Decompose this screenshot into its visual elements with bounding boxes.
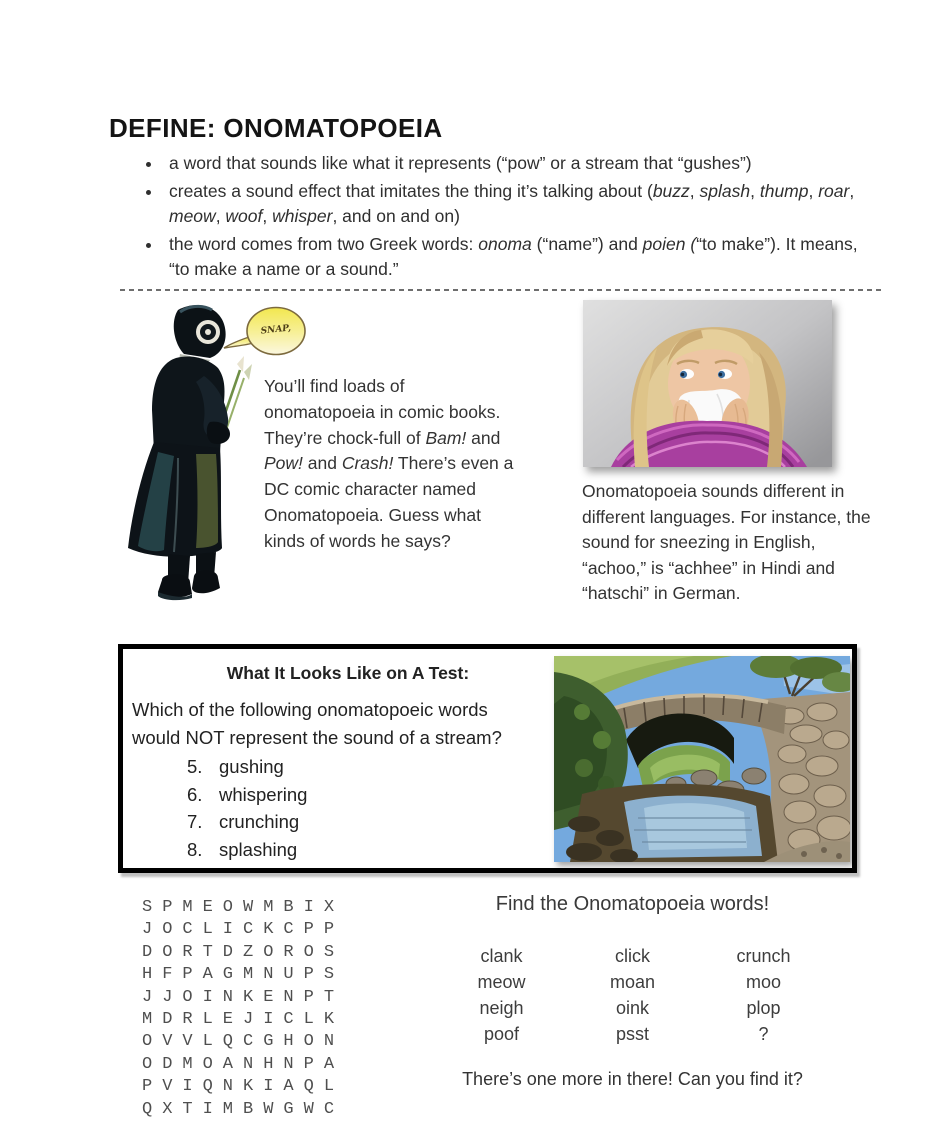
italic-text: buzz: [652, 180, 690, 201]
text-segment: ,: [808, 180, 819, 201]
text-segment: “to make”). It means, “to make a name or a sound.”: [169, 233, 858, 279]
definition-bullet: [163, 232, 877, 283]
find-word: clank: [480, 946, 523, 966]
find-word: click: [615, 946, 650, 966]
italic-text: woof: [225, 206, 263, 226]
test-option-number: 5.: [187, 756, 203, 777]
languages-paragraph: Onomatopoeia sounds different in different languages. For instance, the sound for sneezing in English, “achoo,” is “achhee” in Hindi and “hatschi” in German.: [582, 481, 871, 603]
test-option: [187, 808, 307, 836]
text-segment: ,: [215, 206, 226, 226]
find-word: moan: [609, 972, 656, 992]
bubble-text: SNAP,: [260, 323, 292, 337]
sneezing-girl-photo: [583, 300, 832, 467]
find-word: meow: [477, 972, 526, 992]
test-question: [132, 696, 502, 752]
find-words-column: [567, 943, 698, 1047]
find-words-column: [698, 943, 829, 1047]
word-search-row: JOCLICKCPP: [142, 920, 345, 940]
italic-text: thump: [759, 180, 809, 201]
word-search-row: SPMEOWMBIX: [142, 898, 345, 917]
speech-bubble: [222, 306, 308, 361]
word-search-row: HFPAGMNUPS: [142, 965, 345, 985]
find-word: plop: [746, 998, 781, 1018]
find-word: oink: [615, 998, 650, 1018]
italic-text: (: [685, 233, 697, 254]
test-option-number: 7.: [187, 811, 203, 832]
find-words-section: [436, 893, 829, 1090]
test-option-number: 6.: [187, 783, 203, 805]
test-option-label: splashing: [219, 838, 298, 860]
definition-bullet: [163, 179, 877, 230]
test-box-heading: What It Looks Like on A Test:: [226, 663, 470, 683]
italic-text: Bam!: [425, 427, 467, 448]
find-words-heading: Find the Onomatopoeia words!: [495, 893, 770, 915]
stone-bridge-stream-photo: [554, 656, 850, 862]
text-segment: and: [466, 427, 501, 448]
italic-text: splash: [699, 180, 751, 201]
dashed-divider: [120, 289, 883, 291]
test-option: [187, 836, 307, 864]
text-segment: a word that sounds like what it represents (“pow” or a stream that “gushes”): [169, 153, 752, 173]
find-word: ?: [758, 1024, 769, 1044]
comic-paragraph: [264, 374, 516, 555]
find-words-columns: [436, 943, 829, 1047]
text-segment: creates a sound effect that imitates the thing it’s talking about (: [169, 180, 653, 201]
word-search-row: PVIQNKIAQL: [142, 1077, 345, 1097]
page-title: DEFINE: ONOMATOPOEIA: [109, 113, 443, 143]
test-option-number: 8.: [187, 838, 203, 860]
word-search-row: MDRLEJICLK: [142, 1010, 345, 1030]
italic-text: onoma: [478, 233, 532, 254]
find-word: neigh: [479, 998, 524, 1018]
test-options-list: [187, 753, 307, 863]
gas-mask-head: [174, 305, 226, 358]
text-segment: and: [302, 453, 342, 474]
text-segment: There’s even a DC comic character named Onomatopoeia. Guess what kinds of words he says?: [264, 453, 514, 551]
text-segment: the word comes from two Greek words:: [169, 233, 479, 254]
text-segment: ,: [750, 180, 760, 201]
word-search-row: QXTIMBWGWC: [142, 1099, 345, 1119]
test-question-line: would NOT represent the sound of a stream?: [132, 727, 502, 748]
word-search-row: DORTDZOROS: [142, 942, 345, 962]
find-word: psst: [615, 1024, 649, 1044]
find-words-footer: There’s one more in there! Can you find it?: [462, 1069, 803, 1089]
word-search-row: OVVLQCGHON: [142, 1032, 345, 1052]
test-option-label: gushing: [219, 756, 284, 777]
find-words-column: [436, 943, 567, 1047]
text-segment: ,: [849, 180, 855, 201]
test-option: [187, 753, 307, 781]
italic-text: whisper: [272, 206, 333, 226]
definition-list: [137, 151, 877, 285]
italic-text: poien: [642, 233, 686, 254]
boot: [192, 570, 220, 593]
definition-bullet: [163, 151, 877, 177]
italic-text: Crash!: [341, 453, 394, 474]
test-example-box: [118, 644, 857, 873]
word-search-grid: [142, 897, 344, 1121]
text-segment: ,: [262, 206, 273, 226]
text-segment: ,: [689, 180, 700, 201]
find-word: moo: [745, 972, 781, 992]
test-question-line: Which of the following onomatopoeic words: [132, 699, 488, 720]
test-option-label: whispering: [219, 783, 308, 805]
word-search-row: ODMOANHNPA: [142, 1054, 345, 1074]
find-word: poof: [483, 1024, 520, 1044]
italic-text: Pow!: [264, 453, 303, 474]
test-option-label: crunching: [219, 811, 300, 832]
text-segment: You’ll find loads of onomatopoeia in comic books. They’re chock-full of: [264, 376, 501, 448]
find-word: crunch: [736, 946, 791, 966]
test-option: [187, 781, 307, 809]
text-segment: , and on and on): [332, 206, 460, 226]
italic-text: meow: [169, 206, 216, 226]
word-search-row: JJOINKENPT: [142, 987, 345, 1007]
italic-text: roar: [818, 180, 850, 201]
text-segment: (“name”) and: [531, 233, 643, 254]
